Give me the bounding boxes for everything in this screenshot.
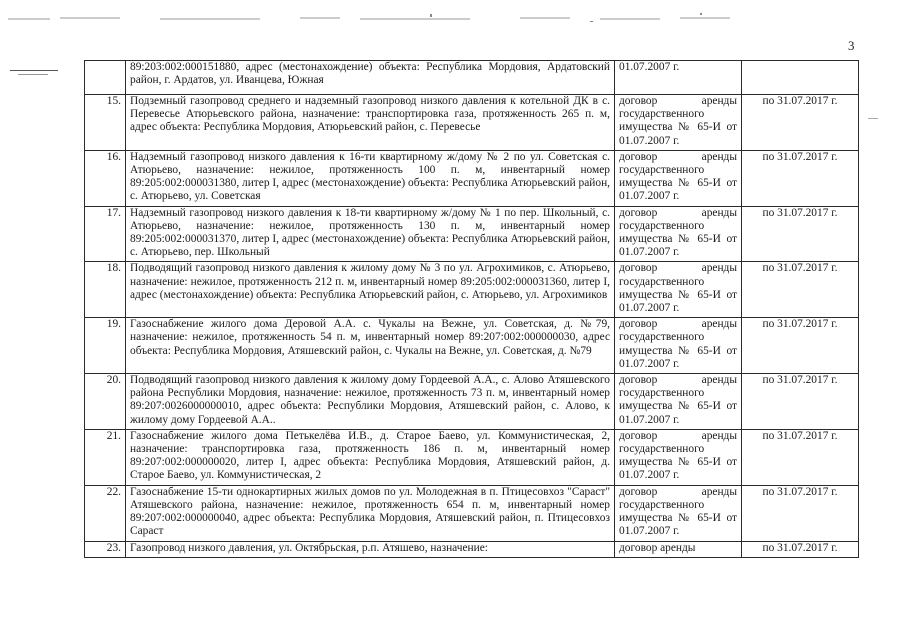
margin-mark-left xyxy=(10,70,58,71)
object-description: Подводящий газопровод низкого давления к жилому дому Гордеевой А.А., с. Алово Атяшевского района Республики Мордовия, назначение: нежилое, протяженность 73 п. м, инвентарный номер 89:207:0026000000010, адрес объекта: Республики Мордовия, Атяшевский район, с. Алово, к жилому дому Гордеевой А.А.. xyxy=(126,374,615,430)
lease-term: по 31.07.2017 г. xyxy=(742,318,859,374)
lease-basis: договор аренды государственного имущества № 65-И от 01.07.2007 г. xyxy=(615,150,742,206)
object-description: Газоснабжение жилого дома Деровой А.А. с. Чукалы на Вежне, ул. Советская, д. №79, назначение: нежилое, протяженность 54 п. м, инвентарный номер 89:207:002:000000030, адрес объекта: Республика Мордовия, Атяшевский район, с. Чукалы на Вежне, ул. Советская, д. №79 xyxy=(126,318,615,374)
lease-basis: договор аренды государственного имущества № 65-И от 01.07.2007 г. xyxy=(615,429,742,485)
page-number: 3 xyxy=(848,38,855,53)
row-number: 21. xyxy=(85,429,126,485)
lease-term: по 31.07.2017 г. xyxy=(742,150,859,206)
table-row xyxy=(85,150,859,206)
lease-basis: договор аренды государственного имущества № 65-И от 01.07.2007 г. xyxy=(615,485,742,541)
row-number xyxy=(85,61,126,95)
row-number: 23. xyxy=(85,541,126,557)
table-row xyxy=(85,429,859,485)
lease-term: по 31.07.2017 г. xyxy=(742,429,859,485)
lease-term: по 31.07.2017 г. xyxy=(742,485,859,541)
row-number: 15. xyxy=(85,95,126,151)
lease-term: по 31.07.2017 г. xyxy=(742,541,859,557)
table-row xyxy=(85,61,859,95)
lease-basis: договор аренды государственного имущества № 65-И от 01.07.2007 г. xyxy=(615,262,742,318)
lease-basis: договор аренды государственного имущества № 65-И от 01.07.2007 г. xyxy=(615,95,742,151)
row-number: 22. xyxy=(85,485,126,541)
property-table xyxy=(84,60,859,558)
table-row xyxy=(85,374,859,430)
object-description: Газоснабжение жилого дома Петькелёва И.В., д. Старое Баево, ул. Коммунистическая, 2, назначение: транспортировка газа, протяженность 186 п. м, инвентарный номер 89:207:002:000000020, литер I, адрес объекта: Республика Мордовия, Атяшевский район, д. Старое Баево, ул. Коммунистическая, 2 xyxy=(126,429,615,485)
object-description: Надземный газопровод низкого давления к 16-ти квартирному ж/дому № 2 по ул. Советская с. Атюрьево, назначение: нежилое, протяженность 100 п. м, инвентарный номер 89:205:002:000031380, литер I, адрес (местонахождение) объекта: Республика Атюрьевский район, с. Атюрьево, ул. Советская xyxy=(126,150,615,206)
lease-basis: договор аренды государственного имущества № 65-И от 01.07.2007 г. xyxy=(615,206,742,262)
object-description: Подводящий газопровод низкого давления к жилому дому № 3 по ул. Агрохимиков, с. Атюрьево, назначение: нежилое, протяженность 212 п. м, инвентарный номер 89:205:002:000031360, литер I, адрес (местонахождение) объекта: Республика Атюрьевский район, с. Атюрьево, ул. Агрохимиков xyxy=(126,262,615,318)
lease-basis: 01.07.2007 г. xyxy=(615,61,742,95)
row-number: 17. xyxy=(85,206,126,262)
table-row xyxy=(85,541,859,557)
row-number: 20. xyxy=(85,374,126,430)
lease-term: по 31.07.2017 г. xyxy=(742,206,859,262)
row-number: 16. xyxy=(85,150,126,206)
lease-term: по 31.07.2017 г. xyxy=(742,95,859,151)
margin-mark-right xyxy=(868,118,878,119)
table-row xyxy=(85,95,859,151)
row-number: 19. xyxy=(85,318,126,374)
lease-basis: договор аренды xyxy=(615,541,742,557)
object-description: 89:203:002:000151880, адрес (местонахождение) объекта: Республика Мордовия, Ардатовский район, г. Ардатов, ул. Иванцева, Южная xyxy=(126,61,615,95)
lease-term xyxy=(742,61,859,95)
table-row xyxy=(85,262,859,318)
lease-term: по 31.07.2017 г. xyxy=(742,374,859,430)
scan-noise-header xyxy=(0,0,905,30)
table-row xyxy=(85,206,859,262)
object-description: Надземный газопровод низкого давления к 18-ти квартирному ж/дому № 1 по пер. Школьный, с. Атюрьево, назначение: нежилое, протяженность 130 п. м, инвентарный номер 89:205:002:000031370, литер I, адрес (местонахождение) объекта: Республика Атюрьевский район, с. Атюрьево, пер. Школьный xyxy=(126,206,615,262)
lease-term: по 31.07.2017 г. xyxy=(742,262,859,318)
lease-basis: договор аренды государственного имущества № 65-И от 01.07.2007 г. xyxy=(615,374,742,430)
object-description: Газоснабжение 15-ти однокартирных жилых домов по ул. Молодежная в п. Птицесовхоз "Сараст" Атяшевского района, назначение: нежилое, протяженность 654 п. м, инвентарный номер 89:207:002:000000040, адрес объекта: Республика Мордовия, Атяшевский район, п. Птицесовхоз Сараст xyxy=(126,485,615,541)
object-description: Газопровод низкого давления, ул. Октябрьская, р.п. Атяшево, назначение: xyxy=(126,541,615,557)
margin-mark-left-short xyxy=(18,74,48,75)
table-row xyxy=(85,485,859,541)
object-description: Подземный газопровод среднего и надземный газопровод низкого давления к котельной ДК в с. Перевесье Атюрьевского района, назначение: транспортировка газа, протяженность 265 п. м, адрес объекта: Республика Мордовия, Атюрьевский район, с. Перевесье xyxy=(126,95,615,151)
table-row xyxy=(85,318,859,374)
row-number: 18. xyxy=(85,262,126,318)
lease-basis: договор аренды государственного имущества № 65-И от 01.07.2007 г. xyxy=(615,318,742,374)
